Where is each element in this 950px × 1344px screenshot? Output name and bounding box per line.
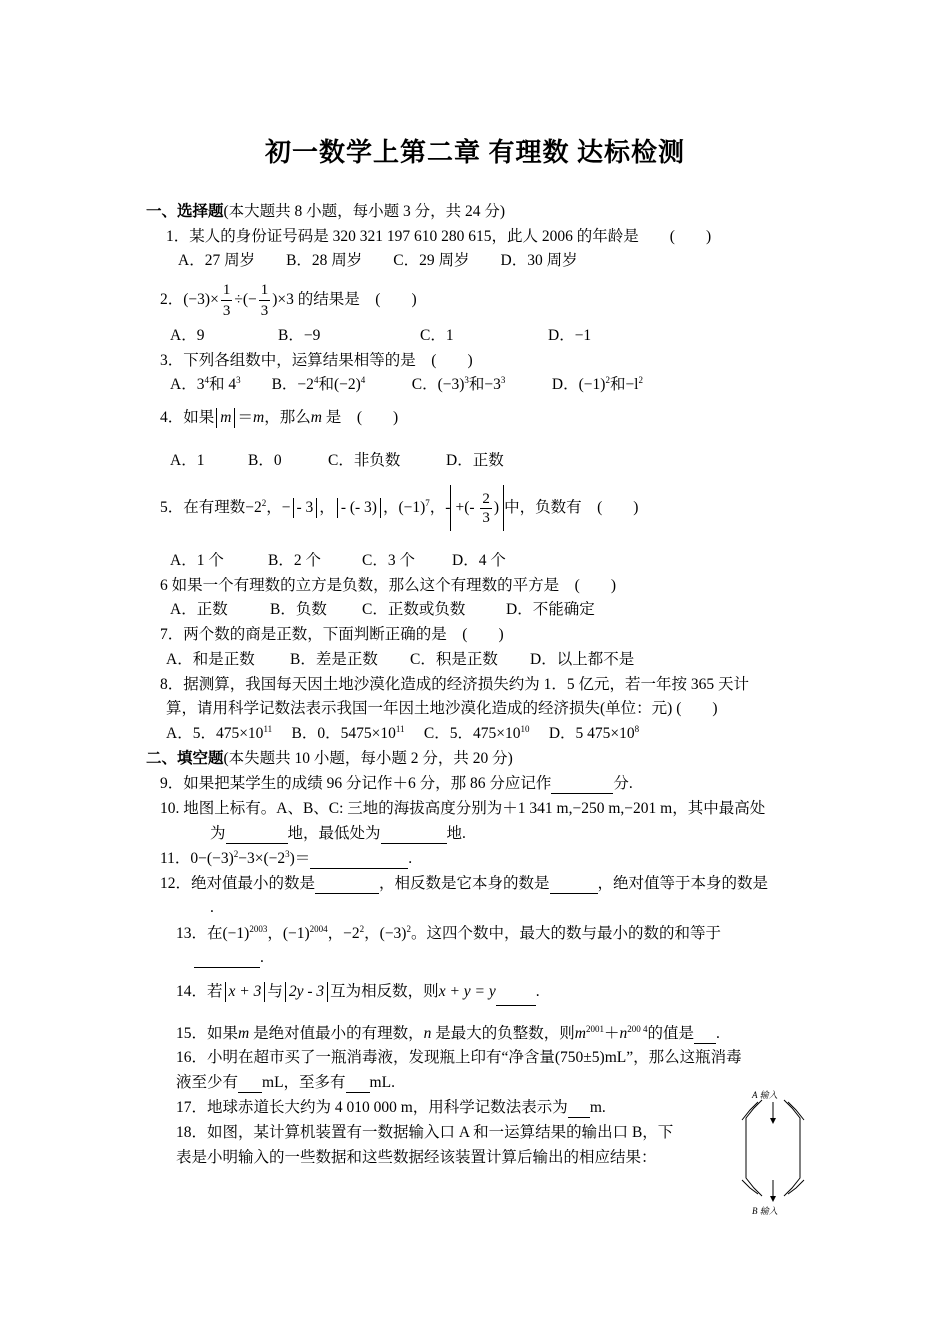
q2-option-a: A．9 [170, 327, 205, 344]
q6-paren: ( ) [574, 577, 616, 594]
q6-text: 6 如果一个有理数的立方是负数，那么这个有理数的平方是 [160, 577, 560, 594]
q7-option-d: D．以上都不是 [530, 651, 635, 668]
q9-stem: 9．如果把某学生的成绩 96 分记作＋6 分，那 86 分应记作 分. [160, 775, 633, 792]
q6-option-b: B．负数 [270, 601, 327, 618]
section2-head: 二、填空题 [146, 750, 224, 767]
q5-abs-2: - (- 3) [337, 498, 381, 518]
q2-paren: ( ) [375, 291, 417, 308]
q10-line2: 为 地，最低处为 地. [210, 825, 466, 842]
q4-option-b: B．0 [248, 452, 282, 469]
q4-option-d: D．正数 [446, 452, 504, 469]
q14-abs-2: 2y - 3 [285, 982, 328, 1002]
q5-abs-3: +(- $\frac{2}{3}$ ) [450, 485, 504, 531]
section1-heading [146, 202, 505, 222]
q13-line1: 13．在$(-1)^{2003}$，$(-1)^{2004}$，$-2^2$，$(-3)^2$。这四个数中，最大的数与最小的数的和等于 [176, 924, 721, 942]
q5-abs-1: - 3 [293, 498, 318, 518]
q10-blank-highest[interactable] [226, 827, 288, 844]
q8-paren: ( ) [676, 700, 718, 717]
q5-stem: 5．在有理数$-2^2$，− - 3 ， - (- 3) ，$(-1)^7$，- +(- $\frac{2}{3}$ ) 中，负数有 ( ) [160, 484, 638, 532]
q4-option-c: C．非负数 [328, 452, 401, 469]
q11-answer-blank[interactable] [310, 852, 408, 869]
q4-post: 是 [325, 409, 342, 426]
q1-text: 1．某人的身份证号码是 320 321 197 610 280 615，此人 2006 的年龄是 [166, 228, 639, 245]
q14-answer-blank[interactable] [496, 991, 536, 1006]
q5-post: 中，负数有 [504, 499, 582, 516]
q10-line1: 10. 地图上标有。A、B、C: 三地的海拔高度分别为＋1 341 m,−250 m,−201 m，其中最高处 [160, 800, 766, 817]
q3-stem [160, 351, 473, 371]
q3-text: 3．下列各组数中，运算结果相等的是 [160, 352, 416, 369]
q6-stem [160, 576, 616, 596]
q2-mid2: )×3 的结果是 [272, 291, 360, 308]
q9-answer-blank[interactable] [551, 777, 613, 794]
q7-stem [160, 625, 504, 645]
q8-line1: 8．据测算，我国每天因土地沙漠化造成的经济损失约为 1．5 亿元，若一年按 365 天计 [160, 676, 750, 693]
q2-pre: 2．(−3)× [160, 291, 219, 308]
q14-stem: 14．若 x + 3 与 2y - 3 互为相反数，则x + y = y . [176, 978, 540, 1006]
q12-line1: 12．绝对值最小的数是 ，相反数是它本身的数是 ，绝对值等于本身的数是 [160, 875, 769, 892]
q4-pre: 4．如果 [160, 409, 215, 426]
page-title: 初一数学上第二章 有理数 达标检测 [264, 138, 685, 167]
q4-option-a: A．1 [170, 452, 205, 469]
q2-fraction-1: $\frac{1}{3}$ [222, 281, 231, 319]
q7-option-c: C．积是正数 [410, 651, 498, 668]
q5-option-a: A．1 个 [170, 552, 224, 569]
q11-stem: 11．$0-(-3)^2-3\times(-2^3)=$ . [160, 849, 413, 867]
q4-var-2: m [310, 409, 322, 426]
q8-line2: 算，请用科学记数法表示我国一年因土地沙漠化造成的经济损失(单位：元) ( ) [166, 700, 718, 717]
q4-eq: ＝ [237, 409, 253, 426]
q5-paren: ( ) [597, 499, 639, 516]
q15-answer-blank[interactable] [694, 1027, 716, 1044]
q17-stem: 17．地球赤道长大约为 4 010 000 m，用科学记数法表示为 m. [176, 1099, 606, 1116]
q1-paren: ( ) [669, 228, 712, 245]
q1-options: A．27 周岁 B．28 周岁 C．29 周岁 D．30 周岁 [178, 252, 578, 269]
q5-option-d: D．4 个 [452, 552, 506, 569]
section1-note: (本大题共 8 小题，每小题 3 分，共 24 分) [223, 203, 506, 220]
computing-device-diagram [738, 1088, 808, 1218]
section2-note: (本失题共 10 小题，每小题 2 分，共 20 分) [223, 750, 513, 767]
q2-option-d: D．−1 [548, 327, 592, 344]
q2-stem [160, 278, 417, 322]
device-outline-icon [738, 1088, 808, 1218]
q16-blank-max[interactable] [346, 1076, 370, 1093]
q17-answer-blank[interactable] [568, 1101, 590, 1118]
diagram-output-label: B 输入 [752, 1206, 778, 1216]
q8-options: A．5．$475\times 10^{11}$ B．0．$5475\times 10^{11}$ C．5．$475\times 10^{10}$ D．5 $475\times 10^8$ [166, 724, 640, 742]
q18-line2: 表是小明输入的一些数据和这些数据经该装置计算后输出的相应结果： [176, 1149, 657, 1166]
q7-paren: ( ) [462, 626, 504, 643]
q10-blank-lowest[interactable] [381, 827, 447, 844]
q6-option-c: C．正数或负数 [362, 601, 466, 618]
q6-option-a: A．正数 [170, 601, 228, 618]
q7-option-b: B．差是正数 [290, 651, 378, 668]
q6-option-d: D．不能确定 [506, 601, 595, 618]
q16-blank-min[interactable] [238, 1076, 262, 1093]
q5-option-c: C．3 个 [362, 552, 415, 569]
diagram-input-label: A 输入 [752, 1090, 778, 1100]
q1-stem [166, 227, 711, 247]
q14-abs-1: x + 3 [225, 982, 266, 1002]
q2-option-c: C．1 [420, 327, 454, 344]
q4-mid: ，那么 [264, 409, 311, 426]
q4-var: m [252, 409, 265, 426]
q7-option-a: A．和是正数 [166, 651, 255, 668]
q13-line2: . [194, 948, 264, 968]
q12-blank-1[interactable] [315, 877, 379, 894]
q2-option-b: B．−9 [278, 327, 321, 344]
section1-head: 一、选择题 [146, 203, 224, 220]
q12-blank-2[interactable] [550, 877, 598, 894]
q4-paren: ( ) [356, 409, 399, 426]
q12-line2: . [210, 899, 214, 916]
q3-options: A．$3^4$和 $4^3$ B．$-2^4$和$(-2)^4$ C．$(-3)^3$和$-3^3$ D．$(-1)^2$和$-l^2$ [170, 375, 643, 393]
q4-stem [160, 404, 398, 432]
q16-line2: 液至少有 mL，至多有 mL. [176, 1074, 395, 1091]
q5-option-b: B．2 个 [268, 552, 321, 569]
q7-text: 7．两个数的商是正数，下面判断正确的是 [160, 626, 447, 643]
section2-heading [146, 749, 513, 769]
q4-abs-m: m [216, 408, 235, 428]
q3-paren: ( ) [431, 352, 473, 369]
q16-line1: 16．小明在超市买了一瓶消毒液，发现瓶上印有“净含量(750±5)mL”，那么这瓶消毒 [176, 1049, 742, 1066]
q2-fraction-2: $\frac{1}{3}$ [260, 281, 269, 319]
q13-answer-blank[interactable] [194, 951, 260, 968]
q18-line1: 18．如图，某计算机装置有一数据输入口 A 和一运算结果的输出口 B，下 [176, 1124, 674, 1141]
q15-stem: 15．如果m 是绝对值最小的有理数，n 是最大的负整数，则$m^{2001}+n^{200 4}$的值是 . [176, 1024, 720, 1042]
q5-pre: 5．在有理数$-2^2$ [160, 498, 267, 516]
q2-mid1: ÷(− [234, 291, 257, 308]
